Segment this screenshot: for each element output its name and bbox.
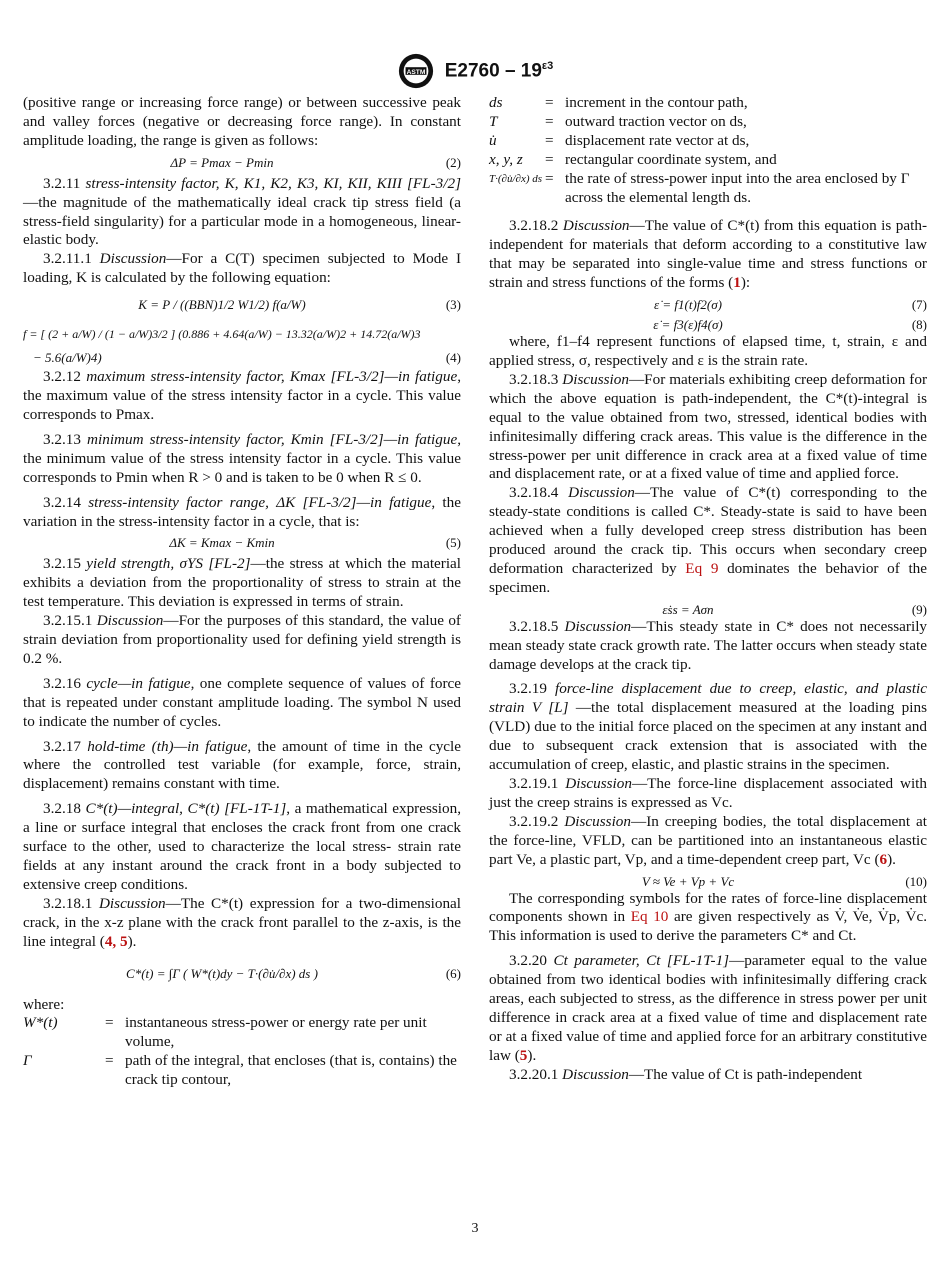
left-column (23, 94, 461, 1090)
equation-2: ΔP = Pmax − Pmin (2) (170, 154, 461, 170)
definition-row: Γ = path of the integral, that encloses (that is, contains) the crack tip contour, (23, 1052, 457, 1089)
definition-row: x, y, z = rectangular coordinate system, and (489, 150, 777, 168)
section-3-2-19-1: 3.2.19.1 Discussion—The force-line displacement associated with just the creep strains is expressed as Vc. (489, 775, 927, 811)
section-3-2-20: 3.2.20 Ct parameter, Ct [FL-1T-1]—parameter equal to the value obtained from two identical bodies with infinitesimally differing crack areas, each subjected to stress, as the difference in stress power per unit difference in crack area at a fixed value of time and displacement rate or at a fixed value of time and applied force for an arbitrary constitutive law (5). (489, 952, 927, 1064)
equation-9: ε̇ss = Aσn (9) (662, 601, 927, 617)
section-3-2-11-1: 3.2.11.1 Discussion—For a C(T) specimen subjected to Mode I loading, K is calculated by the following equation: (23, 250, 462, 287)
page-number: 3 (471, 1221, 479, 1236)
right-column (489, 94, 927, 1085)
paragraph: where, f1–f4 represent functions of elapsed time, t, strain, ε and applied stress, σ, respectively and ε is the strain rate. (489, 333, 927, 369)
page-header (0, 52, 950, 90)
svg-text:ASTM: ASTM (406, 68, 426, 76)
astm-logo-icon (397, 52, 435, 90)
equation-7: ε̇ = f1(t)f2(σ) (7) (654, 297, 927, 313)
section-3-2-15: 3.2.15 yield strength, σYS [FL-2]—the stress at which the material exhibits a deviation from the proportionality of stress to strain at the test temperature. This deviation is expressed in terms of strain. (23, 555, 462, 611)
section-3-2-19-2: 3.2.19.2 Discussion—In creeping bodies, the total displacement at the force-line, VFLD, can be partitioned into an instantaneous elastic part Ve, a plastic part, Vp, and a time-dependent creep part, Vc (6). (489, 812, 927, 868)
equation-3: K = P / ((BBN)1/2 W1/2) f(a/W) (3) (138, 297, 461, 313)
section-3-2-18-1: 3.2.18.1 Discussion—The C*(t) expression for a two-dimensional crack, in the x-z plane with the crack front parallel to the z-axis, is the line integral (4, 5). (23, 894, 462, 950)
document-designation: $E2760 - 19^{\varepsilon 3}$ (444, 59, 554, 82)
paragraph: (positive range or increasing force range) or between successive peak and valley forces (negative or decreasing force range). In constant amplitude loading, the range is given as follows: (23, 94, 461, 149)
definitions-left (23, 1014, 461, 1090)
section-3-2-18-4: 3.2.18.4 Discussion—The value of C*(t) corresponding to the steady-state conditions is called C*. Steady-state is said to have been achieved when a fully developed creep stress distribution has been produced around the crack tip. This occurs when secondary creep deformation characterized by Eq 9 dominates the behavior of the specimen. (489, 484, 927, 596)
definitions-right (489, 94, 927, 207)
definition-row: ds = increment in the contour path, (489, 94, 748, 111)
equation-6: C*(t) = ∫Γ ( W*(t)dy − T·(∂u̇/∂x) ds ) (6) (126, 965, 461, 981)
equation-link[interactable]: Eq 9 (685, 559, 719, 577)
reference-link[interactable]: 6 (879, 850, 888, 868)
equation-link[interactable]: Eq 10 (630, 908, 669, 926)
section-3-2-18-3: 3.2.18.3 Discussion—For materials exhibiting creep deformation for which the above equation is path-independent, the C*(t)-integral is equal to the value obtained from two, stressed, identical bodies with infinitesimally differing crack areas. This value is the difference in the stress-power per unit difference in crack area at a fixed value of time and displacement rate, or at a fixed value of time and applied force. (489, 370, 927, 483)
section-3-2-16: 3.2.16 cycle—in fatigue, one complete sequence of values of force that is repeated under constant amplitude loading. The symbol N used to indicate the number of cycles. (23, 674, 462, 730)
section-3-2-11: 3.2.11 stress-intensity factor, K, K1, K2, K3, KI, KII, KIII [FL-3/2]—the magnitude of the mathematically ideal crack tip stress field (a stress-field singularity) for a particular mode in a homogeneous, linear-elastic body. (23, 174, 462, 249)
section-3-2-13: 3.2.13 minimum stress-intensity factor, Kmin [FL-3/2]—in fatigue, the minimum value of the stress intensity factor in a cycle. This value corresponds to Pmin when R > 0 and is taken to be 0 when R ≤ 0. (23, 430, 461, 486)
section-3-2-19: 3.2.19 force-line displacement due to creep, elastic, and plastic strain V [L] —the total displacement measured at the loading pins (VLD) due to the initial force placed on the specimen at any instant and due to subsequent crack extension that is associated with the accumulation of creep, elastic, and plastic strains in the specimen. (489, 680, 927, 774)
section-3-2-20-1: 3.2.20.1 Discussion—The value of Ct is path-independent (509, 1065, 863, 1083)
paragraph: The corresponding symbols for the rates of force-line displacement components shown in Eq 10 are given respectively as V̇, V̇e, V̇p, V̇c. This information is used to derive the parameters C* and Ct. (489, 889, 927, 945)
reference-link[interactable]: 4, 5 (104, 932, 128, 950)
definition-row: T = outward traction vector on ds, (489, 112, 747, 130)
section-3-2-17: 3.2.17 hold-time (th)—in fatigue, the amount of time in the cycle where the controlled test variable (for example, force, strain, displacement) remains constant with time. (23, 737, 461, 793)
equation-5: ΔK = Kmax − Kmin (5) (169, 535, 461, 551)
section-3-2-18: 3.2.18 C*(t)—integral, C*(t) [FL-1T-1], a mathematical expression, a line or surface integral that encloses the crack front from one crack surface to the other, used to characterize the local stress- strain rate fields at any instant around the crack front in a body subjected to extensive creep conditions. (23, 800, 461, 893)
equation-4b: − 5.6(a/W)4) (4) (33, 350, 461, 366)
equation-10: V ≈ Ve + Vp + Vc (10) (641, 873, 927, 889)
section-3-2-15-1: 3.2.15.1 Discussion—For the purposes of this standard, the value of strain deviation from proportionality used for defining yield strength is 0.2 %. (23, 612, 461, 667)
section-3-2-14: 3.2.14 stress-intensity factor range, ΔK [FL-3/2]—in fatigue, the variation in the stress-intensity factor in a cycle, that is: (23, 493, 461, 530)
section-3-2-12: 3.2.12 maximum stress-intensity factor, Kmax [FL-3/2]—in fatigue, the maximum value of the stress intensity factor in a cycle. This value corresponds to Pmax. (23, 368, 462, 423)
definition-row: W*(t) = instantaneous stress-power or energy rate per unit volume, (23, 1014, 427, 1051)
reference-link[interactable]: 1 (733, 274, 741, 292)
reference-link[interactable]: 5 (519, 1046, 528, 1064)
section-3-2-18-2: 3.2.18.2 Discussion—The value of C*(t) from this equation is path-independent for materials that deform according to a constitutive law that may be separated into single-value time and stress functions or strain and stress functions of the forms (1): (489, 217, 927, 292)
definition-row: T·(∂u̇/∂x) ds = the rate of stress-power input into the area enclosed by Γ across the elemental length ds. (489, 169, 910, 206)
definition-row: u̇ = displacement rate vector at ds, (489, 131, 750, 149)
section-3-2-18-5: 3.2.18.5 Discussion—This steady state in C* does not necessarily mean steady state crack growth rate. The latter occurs when steady state damage develops at the crack tip. (489, 617, 928, 673)
where-label: where: (23, 995, 65, 1013)
equation-8: ε̇ = f3(ε)f4(σ) (8) (653, 317, 927, 333)
equation-4a: f = [ (2 + a/W) / (1 − a/W)3/2 ] (0.886 + 4.64(a/W) − 13.32(a/W)2 + 14.72(a/W)3 (23, 327, 421, 342)
